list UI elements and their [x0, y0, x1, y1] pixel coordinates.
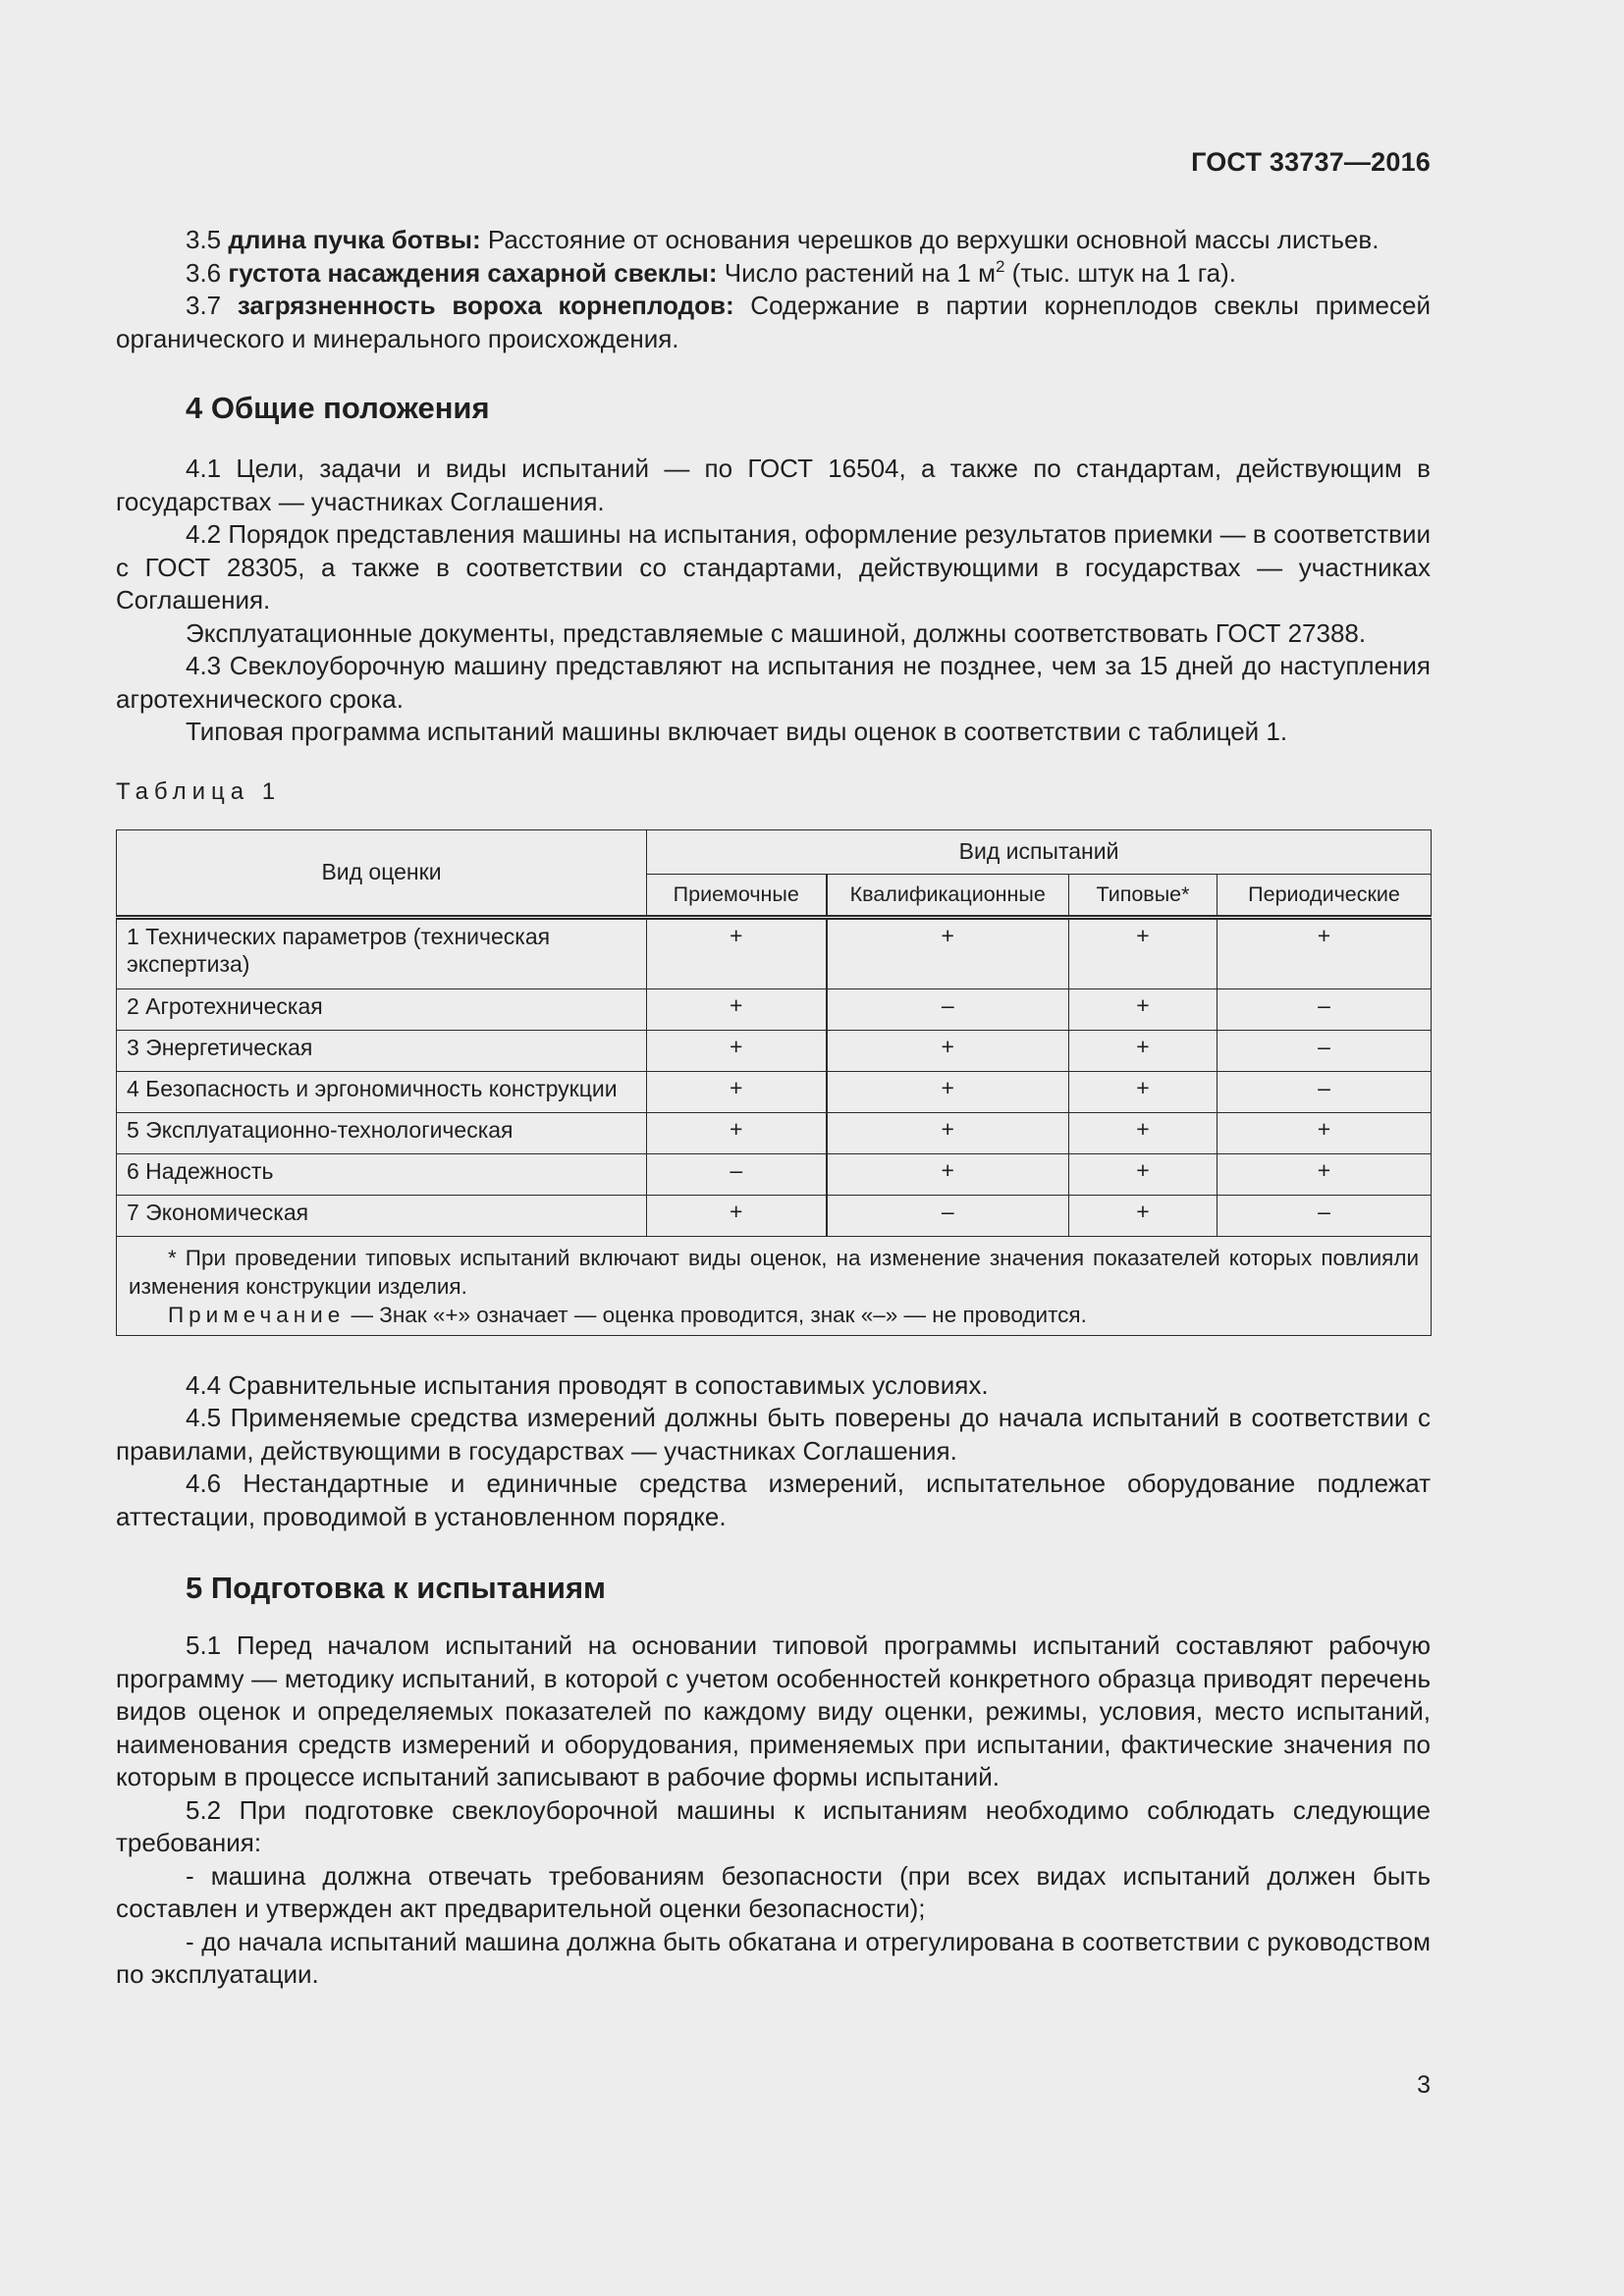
list-item: - до начала испытаний машина должна быть обкатана и отрегулирована в соответствии с руководством по эксплуатации.: [116, 1926, 1431, 1989]
mark-cell: +: [1218, 1112, 1432, 1153]
paragraph: Эксплуатационные документы, представляемые с машиной, должны соответствовать ГОСТ 27388.: [186, 617, 1367, 648]
table-row: [117, 1195, 1432, 1236]
row-name: 4 Безопасность и эргономичность конструкции: [117, 1071, 647, 1112]
clause-term: длина пучка ботвы:: [228, 225, 481, 254]
paragraph: 4.5 Применяемые средства измерений должны быть поверены до начала испытаний в соответствии с правилами, действующими в государствах — участниках Соглашения.: [116, 1403, 1431, 1466]
row-name: 1 Технических параметров (техническая экспертиза): [117, 917, 647, 988]
clause-term: загрязненность вороха корнеплодов:: [237, 291, 734, 320]
list-item: - машина должна отвечать требованиям безопасности (при всех видах испытаний должен быть составлен и утвержден акт предварительной оценки безопасности);: [116, 1860, 1431, 1923]
mark-cell: +: [647, 1071, 827, 1112]
table-row: [117, 1030, 1432, 1071]
mark-cell: –: [827, 988, 1069, 1030]
mark-cell: +: [827, 1071, 1069, 1112]
mark-cell: +: [827, 1030, 1069, 1071]
clause-text: (тыс. штук на 1 га).: [1004, 257, 1237, 288]
header-subcol: Приемочные: [647, 874, 827, 917]
table-caption: Таблица 1: [116, 777, 282, 805]
row-name: 3 Энергетическая: [117, 1030, 647, 1071]
document-code: ГОСТ 33737—2016: [1191, 147, 1431, 177]
table-row: [117, 1071, 1432, 1112]
paragraph: 4.1 Цели, задачи и виды испытаний — по ГОСТ 16504, а также по стандартам, действующим в государствах — участниках Соглашения.: [116, 454, 1431, 516]
superscript: 2: [995, 256, 1005, 276]
mark-cell: +: [1069, 988, 1218, 1030]
section-4-continued: [116, 1369, 1431, 1534]
paragraph: 4.6 Нестандартные и единичные средства измерений, испытательное оборудование подлежат аттестации, проводимой в установленном порядке.: [116, 1468, 1431, 1531]
clause-text: Содержание в партии корнеплодов свеклы примесей органического и минерального происхождения.: [116, 291, 1432, 353]
paragraph: 4.4 Сравнительные испытания проводят в сопоставимых условиях.: [186, 1369, 989, 1400]
mark-cell: +: [647, 1195, 827, 1236]
mark-cell: +: [827, 917, 1069, 988]
clause-3-7: [116, 290, 1431, 355]
table-row: [117, 1153, 1432, 1195]
paragraph: 5.2 При подготовке свеклоуборочной машины к испытаниям необходимо соблюдать следующие требования:: [116, 1794, 1431, 1857]
clause-number: 3.7: [186, 291, 222, 320]
paragraph: Типовая программа испытаний машины включает виды оценок в соответствии с таблицей 1.: [186, 717, 1288, 746]
clause-term: густота насаждения сахарной свеклы:: [228, 257, 718, 288]
mark-cell: +: [1069, 1030, 1218, 1071]
clause-text: Число растений на 1 м: [717, 257, 996, 288]
mark-cell: +: [1218, 917, 1432, 988]
mark-cell: +: [647, 1030, 827, 1071]
row-name: 6 Надежность: [117, 1153, 647, 1195]
note-text: — Знак «+» означает — оценка проводится, знак «–» — не проводится.: [345, 1302, 1087, 1327]
table-footer-row: [117, 1236, 1432, 1335]
mark-cell: –: [827, 1195, 1069, 1236]
clause-3-6: [116, 257, 1431, 291]
mark-cell: +: [1069, 1153, 1218, 1195]
clause-3-5: [116, 224, 1431, 257]
footnote-text: * При проведении типовых испытаний включают виды оценок, на изменение значения показателей которых повлияли изменения конструкции изделия.: [129, 1245, 1420, 1299]
mark-cell: +: [827, 1153, 1069, 1195]
table-footnote: [117, 1236, 1432, 1335]
note-label: Примечание: [168, 1302, 346, 1327]
mark-cell: +: [1069, 1071, 1218, 1112]
header-test-type: Вид испытаний: [647, 829, 1432, 874]
header-subcol: Периодические: [1218, 874, 1432, 917]
mark-cell: +: [1069, 917, 1218, 988]
mark-cell: –: [1218, 1071, 1432, 1112]
mark-cell: +: [647, 988, 827, 1030]
paragraph: 4.3 Свеклоуборочную машину представляют на испытания не позднее, чем за 15 дней до наступления агротехнического срока.: [116, 651, 1431, 714]
mark-cell: +: [827, 1112, 1069, 1153]
mark-cell: –: [1218, 988, 1432, 1030]
paragraph: 5.1 Перед началом испытаний на основании типовой программы испытаний составляют рабочую программу — методику испытаний, в которой с учетом особенностей конкретного образца приводят перечень видов оценок и определяемых показателей по каждому виду оценки, режимы, условия, место испытаний, наименования средств измерений и оборудования, применяемых при испытании, фактические значения по которым в процессе испытаний записывают в рабочие формы испытаний.: [116, 1630, 1431, 1791]
row-name: 7 Экономическая: [117, 1195, 647, 1236]
paragraph: 4.2 Порядок представления машины на испытания, оформление результатов приемки — в соответствии с ГОСТ 28305, а также в соответствии со стандартами, действующими в государствах — участниках Соглашения.: [116, 519, 1431, 614]
clause-text: Расстояние от основания черешков до верхушки основной массы листьев.: [480, 225, 1380, 254]
header-eval-type: Вид оценки: [117, 829, 647, 917]
mark-cell: +: [647, 917, 827, 988]
table-row: [117, 1112, 1432, 1153]
section-4-title: 4 Общие положения: [186, 391, 490, 425]
content: [116, 224, 1431, 1992]
table-1: [116, 829, 1432, 1336]
row-name: 2 Агротехническая: [117, 988, 647, 1030]
row-name: 5 Эксплуатационно-технологическая: [117, 1112, 647, 1153]
mark-cell: +: [647, 1112, 827, 1153]
page-number: 3: [1417, 2071, 1431, 2099]
header-subcol: Типовые*: [1069, 874, 1218, 917]
mark-cell: –: [1218, 1195, 1432, 1236]
mark-cell: –: [1218, 1030, 1432, 1071]
header-subcol: Квалификационные: [827, 874, 1069, 917]
mark-cell: +: [1218, 1153, 1432, 1195]
section-5-title: 5 Подготовка к испытаниям: [186, 1571, 606, 1605]
clause-number: 3.6: [186, 257, 222, 288]
table-row: [117, 988, 1432, 1030]
clause-number: 3.5: [186, 225, 222, 254]
mark-cell: +: [1069, 1195, 1218, 1236]
note-line: [129, 1301, 1419, 1329]
mark-cell: –: [647, 1153, 827, 1195]
mark-cell: +: [1069, 1112, 1218, 1153]
table-row: [117, 917, 1432, 988]
